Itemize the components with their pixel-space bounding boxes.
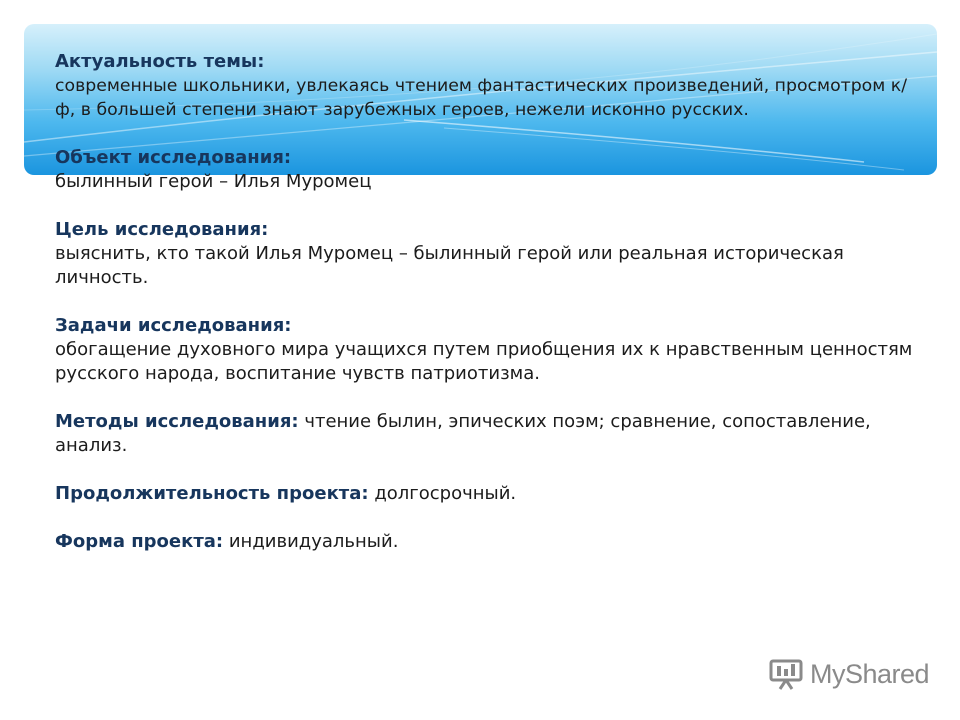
topic-section <box>55 50 915 122</box>
tasks-text: обогащение духовного мира учащихся путем приобщения их к нравственным ценностям русского народа, воспитание чувств патриотизма. <box>55 339 913 384</box>
duration-text: долгосрочный. <box>374 483 517 504</box>
methods-section <box>55 410 915 458</box>
methods-heading: Методы исследования: <box>55 411 299 432</box>
duration-heading: Продолжительность проекта: <box>55 483 369 504</box>
form-section <box>55 530 915 554</box>
myshared-logo[interactable] <box>768 657 929 691</box>
form-text: индивидуальный. <box>228 531 399 552</box>
goal-section <box>55 218 915 290</box>
goal-heading: Цель исследования: <box>55 219 269 240</box>
logo-text: MyShared <box>810 658 930 689</box>
topic-text: современные школьники, увлекаясь чтением фантастических произведений, просмотром к/ф, в большей степени знают зарубежных героев, нежели исконно русских. <box>55 76 908 120</box>
methods-text: чтение былин, эпических поэм; сравнение, сопоставление, анализ. <box>55 411 871 456</box>
object-text: былинный герой – Илья Муромец <box>55 171 372 192</box>
slide-content <box>55 50 915 554</box>
goal-text: выяснить, кто такой Илья Муромец – былинный герой или реальная историческая личность. <box>55 243 844 288</box>
presentation-board-icon <box>768 658 804 690</box>
object-heading: Объект исследования: <box>55 147 292 168</box>
tasks-section <box>55 314 915 386</box>
object-section <box>55 146 915 194</box>
tasks-heading: Задачи исследования: <box>55 315 292 336</box>
topic-heading: Актуальность темы: <box>55 51 265 72</box>
form-heading: Форма проекта: <box>55 531 224 552</box>
duration-section <box>55 482 915 506</box>
